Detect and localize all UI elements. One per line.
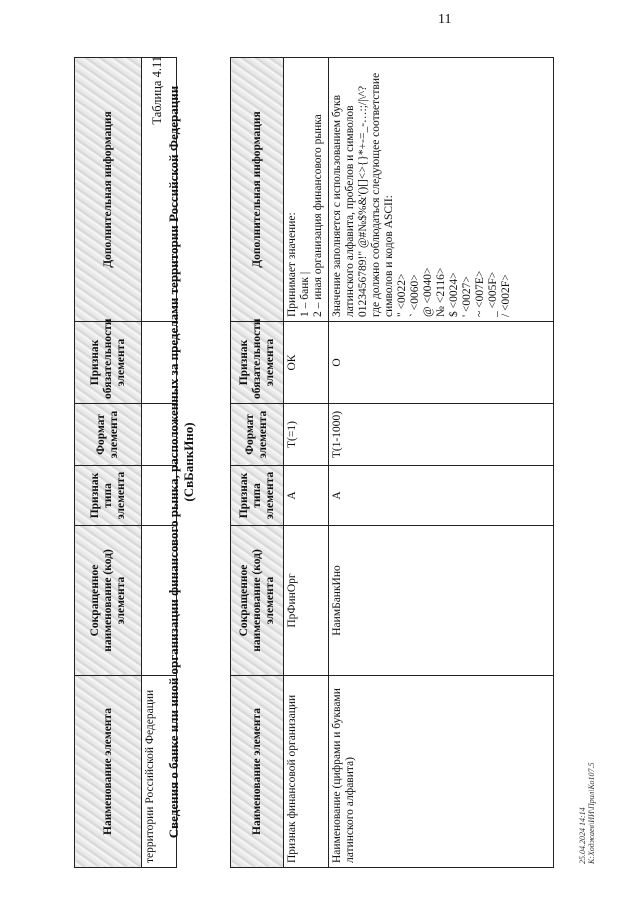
extra-line: 1 – банк | [299, 271, 311, 317]
header-required: Признак обязательности элемента [75, 322, 142, 404]
header-format: Формат элемента [75, 404, 142, 466]
header-name: Наименование элемента [231, 676, 284, 868]
table-row [284, 58, 329, 868]
table-number: Таблица 4.11 [150, 56, 164, 125]
cell-required: О [329, 322, 554, 404]
header-row [75, 58, 142, 868]
stamp-date: 25.04.2024 14:14 [578, 807, 587, 864]
cell-code: НаимБанкИно [329, 526, 554, 676]
code-item: $ <0024> [448, 272, 460, 317]
code-item: @ <0040> [422, 267, 434, 317]
print-stamp [578, 763, 596, 865]
header-row [231, 58, 284, 868]
header-extra: Дополнительная информация [231, 58, 284, 322]
cell-name: территории Российской Федерации [142, 676, 177, 868]
header-type: Признак типа элемента [231, 466, 284, 526]
rotated-landscape-content [40, 22, 600, 882]
data-table [230, 57, 554, 868]
extra-chars: 0123456789!" @#№$%&'()[]<>{}*+-=_-…:;/|\^? [357, 85, 369, 317]
header-name: Наименование элемента [75, 676, 142, 868]
cell-type: А [329, 466, 554, 526]
cell-extra [329, 58, 554, 322]
extra-line: Принимает значение: [286, 212, 298, 317]
cell-required: ОК [284, 322, 329, 404]
cell-name: Признак финансовой организации [284, 676, 329, 868]
extra-intro: Значение заполняется с использованием букв латинского алфавита, пробелов и символов [331, 94, 356, 317]
code-item: № <2116> [435, 267, 447, 317]
table-row [329, 58, 554, 868]
cell-name: Наименование (цифрами и буквами латинского алфавита) [329, 676, 554, 868]
header-format: Формат элемента [231, 404, 284, 466]
header-required: Признак обязательности элемента [231, 322, 284, 404]
cell-extra [284, 58, 329, 322]
code-item: " <0022> [396, 273, 408, 317]
table-title: Сведения о банке или иной организации финансового рынка, расположенных за пределами территории Российской Федерации (СвБанкИно) [166, 85, 196, 839]
cell-format: T(1-1000) [329, 404, 554, 466]
cell-format: T(=1) [284, 404, 329, 466]
continuation-table [74, 57, 177, 868]
extra-line: 2 – иная организация финансового рынка [312, 114, 324, 317]
header-type: Признак типа элемента [75, 466, 142, 526]
cell-type: А [284, 466, 329, 526]
code-item: ~ <007E> [474, 270, 486, 317]
code-item: ' <0027> [461, 276, 473, 317]
extra-note: где должно соблюдаться следующее соответствие символов и кодов ASCII: [370, 72, 395, 317]
code-item: / <002F> [500, 274, 512, 317]
header-extra: Дополнительная информация [75, 58, 142, 322]
code-item: ` <0060> [409, 274, 421, 317]
header-short-code: Сокращенное наименование (код) элемента [75, 526, 142, 676]
page-number: 11 [438, 12, 452, 27]
code-item: _ <005F> [487, 271, 499, 317]
cell-code: ПрФинОрг [284, 526, 329, 676]
header-short-code: Сокращенное наименование (код) элемента [231, 526, 284, 676]
stamp-path: К:Ходжаев\ИИ\Прил\Ко107.5 [587, 762, 596, 864]
